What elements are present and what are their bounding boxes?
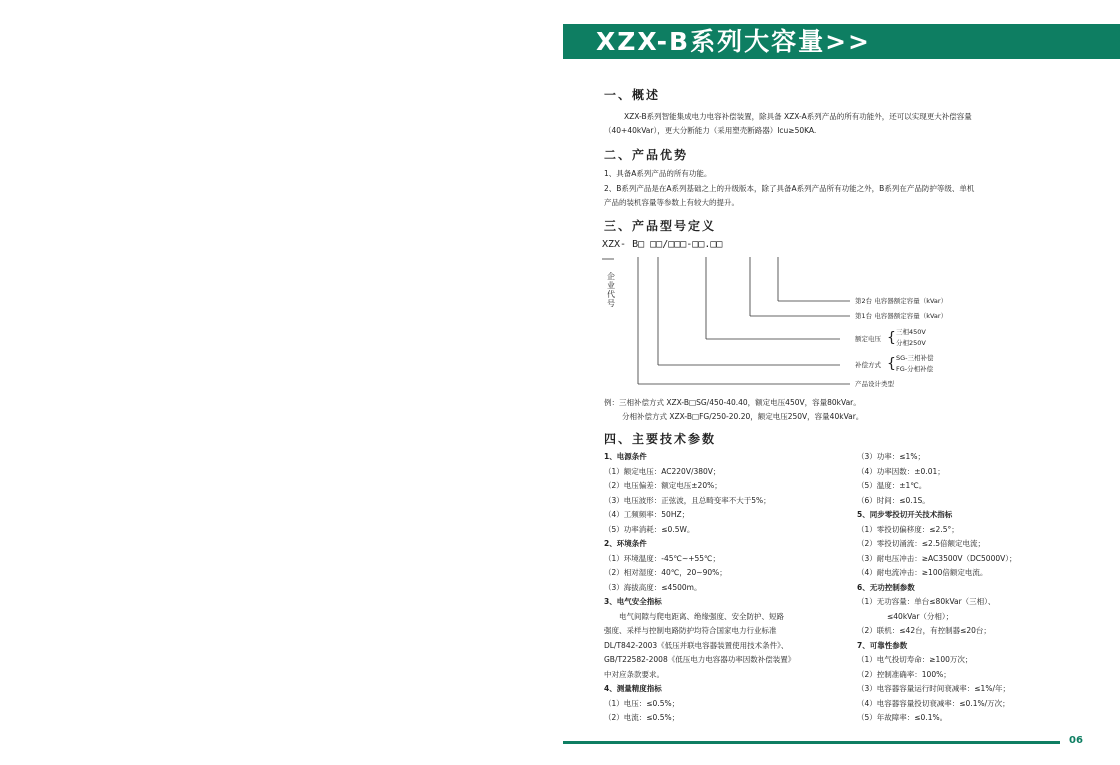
page-title: XZX-B系列大容量>> (596, 27, 871, 56)
brace-voltage: { (887, 330, 896, 346)
label-voltage-three-phase: 三相450V (896, 328, 926, 336)
spec-line: （2）联机：≤42台，有控制器≤20台； (857, 626, 991, 635)
label-design-type: 产品设计类型 (855, 380, 894, 388)
label-comp-sg: SG-三相补偿 (896, 354, 934, 362)
label-second-capacity: 第2台 电容器额定容量（kVar） (855, 297, 948, 305)
spec-line: （3）电容器容量运行时间衰减率：≤1%/年； (857, 684, 1010, 693)
section-heading-advantages: 二、产品优势 (604, 148, 689, 162)
spec-line: ≤40kVar（分相）； (857, 611, 954, 621)
label-voltage-split-phase: 分相250V (896, 339, 926, 347)
spec-line: （2）控制准确率：100%； (857, 669, 951, 679)
page-number: 06 (1069, 735, 1083, 746)
spec-heading: 4、测量精度指标 (604, 684, 662, 693)
overview-line-1: XZX-B系列智能集成电力电容补偿装置，除具备 XZX-A系列产品的所有功能外，还可以实现更大补偿容量 (624, 112, 972, 121)
spec-line: （4）工频频率：50HZ； (604, 510, 690, 519)
spec-heading: 7、可靠性参数 (857, 640, 908, 650)
label-comp-mode: 补偿方式 (855, 361, 881, 369)
spec-heading: 2、环境条件 (604, 539, 647, 548)
spec-line: （2）电压偏差：额定电压±20%； (604, 481, 722, 490)
spec-heading: 6、无功控制参数 (857, 582, 915, 592)
spec-line: （1）零投切偏移度：≤2.5°； (857, 524, 959, 534)
spec-line: （1）电气投切寿命：≥100万次； (857, 655, 973, 664)
section-heading-model: 三、产品型号定义 (604, 219, 717, 233)
spec-line: （1）额定电压：AC220V/380V； (604, 466, 721, 476)
spec-line: （3）耐电压冲击：≥AC3500V（DC5000V）； (857, 553, 1017, 563)
spec-line: （4）耐电流冲击：≥100倍额定电流。 (857, 568, 988, 577)
spec-heading: 3、电气安全指标 (604, 597, 662, 606)
spec-line: GB/T22582-2008《低压电力电容器功率因数补偿装置》 (604, 655, 796, 664)
spec-line: （3）功率：≤1%； (857, 452, 925, 461)
section-heading-overview: 一、概述 (604, 88, 661, 102)
spec-heading: 1、电源条件 (604, 452, 647, 461)
spec-line: （6）时间：≤0.1S。 (857, 495, 930, 505)
example-line-2: 分相补偿方式 XZX-B□FG/250-20.20，额定电压250V，容量40kVar。 (622, 412, 864, 421)
specs-right-column (857, 450, 1017, 726)
spec-line: （4）电容器容量投切衰减率：≤0.1%/万次； (857, 698, 1010, 708)
spec-line: （2）电流：≤0.5%； (604, 713, 680, 722)
spec-line: 电气间隙与爬电距离、绝缘强度、安全防护、短路 (604, 611, 784, 621)
spec-line: 强度、采样与控制电路防护均符合国家电力行业标准 (604, 626, 777, 635)
label-first-capacity: 第1台 电容器额定容量（kVar） (855, 312, 948, 320)
spec-line: （5）功率消耗：≤0.5W。 (604, 524, 695, 534)
spec-line: （2）相对湿度：40℃，20~90%； (604, 568, 727, 577)
model-diagram-lines (600, 243, 1020, 393)
spec-line: （1）无功容量：单台≤80kVar（三相）、 (857, 597, 996, 606)
advantage-line-3: 产品的装机容量等参数上有较大的提升。 (604, 198, 739, 207)
label-comp-fg: FG-分相补偿 (896, 365, 934, 373)
spec-line: （4）功率因数：±0.01； (857, 466, 945, 476)
spec-line: （3）电压波形：正弦波，且总畸变率不大于5%； (604, 495, 771, 505)
enterprise-code-label: 企业代号 (607, 272, 615, 308)
spec-line: （1）电压：≤0.5%； (604, 698, 680, 708)
spec-line: DL/T842-2003《低压并联电容器装置使用技术条件》、 (604, 640, 789, 650)
spec-line: （2）零投切涌流：≤2.5倍额定电流； (857, 539, 985, 548)
spec-line: （3）海拔高度：≤4500m。 (604, 582, 702, 592)
advantage-line-1: 1、具备A系列产品的所有功能。 (604, 169, 712, 178)
spec-line: （5）年故障率：≤0.1%。 (857, 713, 948, 722)
label-rated-voltage: 额定电压 (855, 335, 881, 343)
advantage-line-2: 2、B系列产品是在A系列基础之上的升级版本，除了具备A系列产品所有功能之外，B系列在产品防护等级、单机 (604, 184, 975, 193)
section-heading-specs: 四、主要技术参数 (604, 432, 717, 446)
specs-left-column (604, 450, 795, 726)
footer-line (563, 741, 1060, 744)
brace-comp: { (887, 356, 896, 372)
spec-line: （5）温度：±1℃。 (857, 481, 927, 490)
model-code: XZX- B□ □□/□□□-□□.□□ (602, 239, 723, 250)
spec-line: （1）环境温度：-45℃~+55℃； (604, 553, 720, 563)
spec-line: 中对应条款要求。 (604, 669, 664, 679)
overview-line-2: （40+40kVar），更大分断能力（采用塑壳断路器）Icu≥50KA. (604, 126, 817, 135)
spec-heading: 5、同步零投切开关技术指标 (857, 510, 953, 519)
example-line-1: 例：三相补偿方式 XZX-B□SG/450-40.40，额定电压450V，容量80kVar。 (604, 398, 861, 407)
